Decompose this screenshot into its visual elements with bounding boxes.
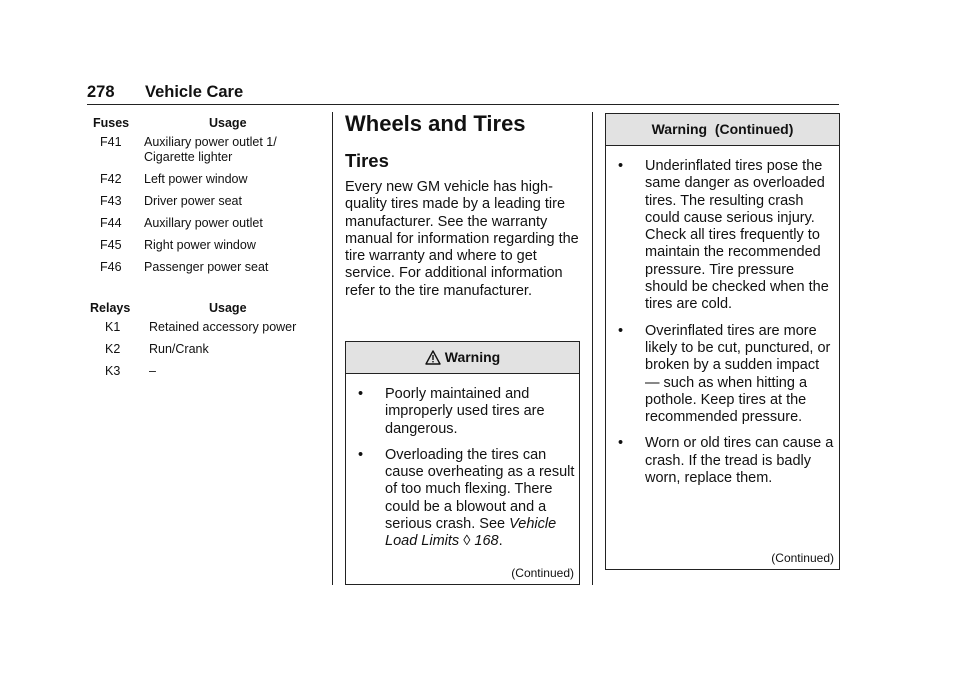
continued-label: (Continued)	[771, 551, 834, 565]
warning-title-bar	[346, 342, 579, 374]
fuses-col-header: Fuses	[93, 116, 130, 130]
bullet-glyph: •	[618, 322, 624, 339]
relay-id: K2	[105, 342, 121, 356]
relay-usage: Run/Crank	[149, 342, 209, 356]
subsection-heading: Tires	[345, 150, 389, 171]
fuse-id: F42	[100, 172, 122, 186]
warning-box	[345, 341, 580, 585]
list-item: • Overloading the tires can cause overheating as a result of too much flexing. There could be a blowout and a serious crash. See Vehicle Load Limits ◊ 168.	[358, 446, 575, 550]
fuse-id: F46	[100, 260, 122, 274]
list-item	[618, 323, 835, 427]
ref-glyph: ◊	[463, 533, 471, 550]
fuse-id: F44	[100, 216, 122, 230]
bullet-glyph: •	[618, 158, 624, 174]
fuse-usage: Driver power seat	[144, 194, 242, 208]
warning-list	[346, 374, 579, 551]
fuse-id: F43	[100, 194, 122, 208]
table-row	[87, 135, 302, 165]
relay-id: K1	[105, 320, 121, 334]
page-header	[87, 82, 839, 105]
column-divider	[332, 112, 333, 585]
warning-bullet-text: Overinflated tires are more likely to be cut, punctured, or broken by a sudden impact — such as when hitting a pothole. Keep tires at the recommended pressure.	[645, 322, 831, 426]
continued-label: (Continued)	[511, 566, 574, 580]
bullet-glyph: •	[358, 446, 364, 463]
table-row	[87, 216, 302, 231]
fuse-usage: Left power window	[144, 172, 248, 186]
relays-usage-col-header: Usage	[209, 301, 247, 315]
warning-bullet-text: Poorly maintained and improperly used tires are dangerous.	[385, 386, 545, 437]
fuse-usage: Auxiliary power outlet 1/ Cigarette lighter	[144, 135, 277, 164]
relays-col-header: Relays	[90, 301, 131, 315]
relay-usage: Retained accessory power	[149, 320, 297, 334]
fuse-id: F45	[100, 238, 122, 252]
relays-table-header	[87, 293, 302, 313]
table-row	[87, 364, 302, 379]
fuse-usage: Right power window	[144, 238, 256, 252]
cross-reference-page[interactable]: 168	[474, 533, 499, 550]
list-item	[618, 158, 835, 314]
warning-bullet-text: Worn or old tires can cause a crash. If the tread is badly worn, replace them.	[645, 435, 834, 487]
list-item	[618, 435, 835, 487]
table-row	[87, 260, 302, 275]
cross-reference-link[interactable]: Vehicle Load Limits	[385, 516, 557, 550]
warning-bullet-text: Underinflated tires pose the same danger as overloaded tires. The resulting crash could cause serious injury. Check all tires frequently to maintain the recommended pressure. Tire pressure should be checked when the tires are cold.	[645, 158, 829, 313]
warning-list	[606, 146, 839, 487]
page-number: 278	[87, 83, 115, 101]
table-row	[87, 238, 302, 253]
warning-bullet-text: Overloading the tires can cause overheating as a result of too much flexing. There could be a blowout and a serious crash. See	[385, 446, 575, 533]
warning-title: Warning	[444, 349, 501, 365]
fuse-usage: Passenger power seat	[144, 260, 269, 274]
warning-triangle-icon	[425, 345, 441, 376]
main-column	[345, 108, 581, 300]
bullet-glyph: •	[618, 435, 624, 452]
fuses-usage-col-header: Usage	[209, 116, 247, 130]
warning-title-bar	[606, 114, 839, 146]
table-row	[87, 194, 302, 209]
section-title: Vehicle Care	[145, 83, 244, 101]
bullet-glyph: •	[358, 386, 364, 402]
column-divider	[592, 112, 593, 585]
table-row	[87, 342, 302, 357]
relay-usage: –	[149, 364, 156, 378]
fuses-table	[87, 108, 302, 275]
table-row	[87, 172, 302, 187]
warning-title: Warning (Continued)	[651, 121, 794, 137]
table-row	[87, 320, 302, 335]
section-heading: Wheels and Tires	[345, 111, 526, 136]
warning-continued-box	[605, 113, 840, 570]
list-item	[358, 386, 575, 438]
relays-table	[87, 293, 302, 379]
body-paragraph: Every new GM vehicle has high-quality tires made by a leading tire manufacturer. See the warranty manual for information regarding the tire warranty and where to get service. For additional information refer to the tire manufacturer.	[345, 179, 579, 299]
fuse-id: F41	[100, 135, 122, 149]
fuse-relay-column	[87, 108, 302, 379]
relay-id: K3	[105, 364, 121, 378]
fuses-table-header	[87, 108, 302, 128]
fuse-usage: Auxillary power outlet	[144, 216, 263, 230]
